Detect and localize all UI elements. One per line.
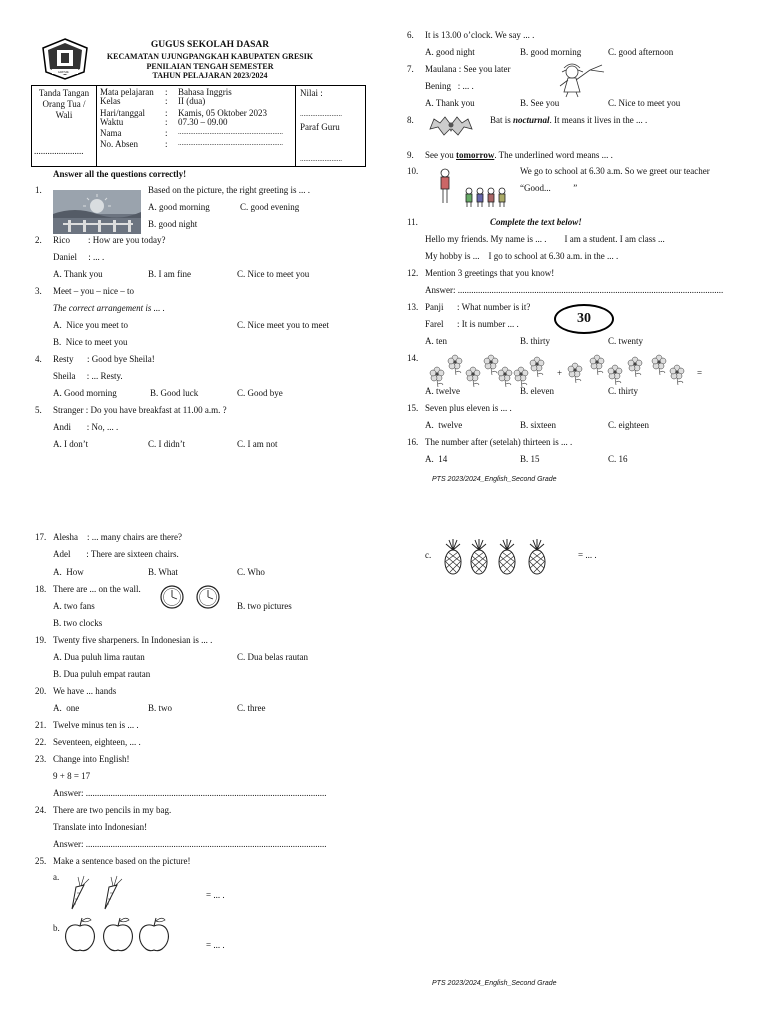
info-colon: : <box>165 117 168 127</box>
option-c[interactable]: C. Nice meet you to meet <box>237 320 329 330</box>
question-text: Bat is nocturnal. It means it lives in the ... . <box>490 115 648 125</box>
question-text: Meet – you – nice – to <box>53 286 134 296</box>
dialog-line: Maulana : See you later <box>425 64 511 74</box>
question-number: 16. <box>407 437 419 447</box>
carrots-picture <box>64 875 134 911</box>
question-number: 1. <box>35 185 42 195</box>
option-c[interactable]: C. Nice to meet you <box>237 269 310 279</box>
question-text: Translate into Indonesian! <box>53 822 148 832</box>
info-colon: : <box>165 128 168 138</box>
question-number: 4. <box>35 354 42 364</box>
parent-signature-label: Tanda Tangan Orang Tua / Wali <box>38 88 90 120</box>
info-row-class: Kelas <box>100 96 121 106</box>
option-c[interactable]: B. two clocks <box>53 618 103 628</box>
option-c[interactable]: C. twenty <box>608 336 643 346</box>
question-text: The correct arrangement is ... . <box>53 303 165 313</box>
option-a[interactable]: A. one <box>53 703 80 713</box>
dialog-line: Andi : No, ... . <box>53 422 119 432</box>
question-number: 24. <box>35 805 47 815</box>
option-a[interactable]: A. Thank you <box>425 98 475 108</box>
option-b[interactable]: B. Nice to meet you <box>53 337 128 347</box>
teacher-paraf-field[interactable]: ........................ <box>300 155 342 163</box>
option-c[interactable]: C. Good bye <box>237 388 283 398</box>
plus-sign: + <box>557 368 563 378</box>
sunrise-picture <box>53 190 141 234</box>
question-text: Mention 3 greetings that you know! <box>425 268 555 278</box>
option-c[interactable]: C. good afternoon <box>608 47 674 57</box>
dialog-line: Farel : It is number ... . <box>425 319 519 329</box>
absen-field[interactable]: ............................................................ <box>178 139 283 147</box>
question-number: 14. <box>407 353 419 363</box>
number-badge: 30 <box>554 304 614 334</box>
option-a[interactable]: A. I don’t <box>53 439 89 449</box>
dialog-line: Stranger : Do you have breakfast at 11.00 a.m. ? <box>53 405 227 415</box>
dialog-line: Panji : What number is it? <box>425 302 531 312</box>
dialog-line: Resty : Good bye Sheila! <box>53 354 155 364</box>
info-row-name: Nama <box>100 128 122 138</box>
question-number: 20. <box>35 686 47 696</box>
answer-field[interactable]: Answer: ........................................................................................................... <box>53 788 327 798</box>
info-colon: : <box>165 96 168 106</box>
option-c[interactable]: C. eighteen <box>608 420 649 430</box>
score-field[interactable]: ........................ <box>300 110 342 118</box>
info-colon: : <box>165 139 168 149</box>
question-number: 19. <box>35 635 47 645</box>
question-text: See you tomorrow. The underlined word means ... . <box>425 150 613 160</box>
option-c[interactable]: C. 16 <box>608 454 628 464</box>
answer-field[interactable]: Answer: ...................................................................................................................... <box>425 285 724 295</box>
question-number: 17. <box>35 532 47 542</box>
info-row-absen: No. Absen <box>100 139 138 149</box>
option-a[interactable]: A. Nice you meet to <box>53 320 128 330</box>
score-label: Nilai : <box>300 88 323 98</box>
pineapples-picture <box>440 538 552 574</box>
sub-item-label: b. <box>53 923 60 933</box>
question-text: There are two pencils in my bag. <box>53 805 172 815</box>
dialog-line: Daniel : ... . <box>53 252 105 262</box>
question-number: 10. <box>407 166 419 176</box>
equation-blank[interactable]: = ... . <box>206 940 225 950</box>
option-a[interactable]: A. Thank you <box>53 269 103 279</box>
exam-title: PENILAIAN TENGAH SEMESTER <box>146 62 274 71</box>
option-a[interactable]: A. good night <box>425 47 475 57</box>
question-number: 22. <box>35 737 47 747</box>
option-c[interactable]: C. Nice to meet you <box>608 98 681 108</box>
question-text: “Good... ” <box>520 183 578 193</box>
info-colon: : <box>165 87 168 97</box>
question-text: We go to school at 6.30 a.m. So we greet our teacher <box>520 166 710 176</box>
question-number: 5. <box>35 405 42 415</box>
option-b[interactable]: B. What <box>148 567 178 577</box>
info-value-time: 07.30 – 09.00 <box>178 117 228 127</box>
waving-girl-picture <box>550 62 608 98</box>
question-text: Twenty five sharpeners. In Indonesian is ... . <box>53 635 213 645</box>
page-footer: PTS 2023/2024_English_Second Grade <box>432 980 557 987</box>
sub-item-label: c. <box>425 550 432 560</box>
dialog-line: Rico : How are you today? <box>53 235 166 245</box>
option-b[interactable]: B. See you <box>520 98 560 108</box>
question-number: 2. <box>35 235 42 245</box>
district-title: KECAMATAN UJUNGPANGKAH KABUPATEN GRESIK <box>106 52 314 61</box>
info-colon: : <box>165 108 168 118</box>
option-a[interactable]: A. 14 <box>425 454 448 464</box>
question-number: 15. <box>407 403 419 413</box>
option-a[interactable]: A. twelve <box>425 386 460 396</box>
dialog-line: Bening : ... . <box>425 81 474 91</box>
option-c[interactable]: C. Who <box>237 567 265 577</box>
option-b[interactable]: B. Good luck <box>150 388 199 398</box>
question-number: 6. <box>407 30 414 40</box>
option-a[interactable]: A. good morning <box>148 202 210 212</box>
option-b[interactable]: B. good night <box>148 219 198 229</box>
question-number: 18. <box>35 584 47 594</box>
option-c[interactable]: C. Dua belas rautan <box>237 652 308 662</box>
option-b[interactable]: B. good morning <box>520 47 582 57</box>
teacher-students-picture <box>435 167 511 211</box>
option-a[interactable]: A. two fans <box>53 601 95 611</box>
option-b[interactable]: B. I am fine <box>148 269 191 279</box>
apples-picture <box>64 914 172 952</box>
option-b[interactable]: B. eleven <box>520 386 554 396</box>
question-text: My hobby is ... I go to school at 6.30 a.m. in the ... . <box>425 251 619 261</box>
question-text: Hello my friends. My name is ... . I am a student. I am class ... <box>425 234 665 244</box>
answer-field[interactable]: Answer: ........................................................................................................... <box>53 839 327 849</box>
name-field[interactable]: ............................................................ <box>178 128 283 136</box>
two-clocks-picture <box>156 585 228 609</box>
question-text: Seven plus eleven is ... . <box>425 403 512 413</box>
logo-text: GRESIK <box>58 70 69 74</box>
option-c[interactable]: C. good evening <box>240 202 300 212</box>
question-number: 11. <box>407 217 418 227</box>
info-value-date: Kamis, 05 Oktober 2023 <box>178 108 267 118</box>
equals-sign: = <box>697 368 703 378</box>
option-c[interactable]: C. thirty <box>608 386 639 396</box>
question-text: We have ... hands <box>53 686 117 696</box>
question-text: It is 13.00 o’clock. We say ... . <box>425 30 535 40</box>
year-title: TAHUN PELAJARAN 2023/2024 <box>152 71 268 80</box>
info-row-date: Hari/tanggal <box>100 108 145 118</box>
question-text: Based on the picture, the right greeting is ... . <box>148 185 310 195</box>
option-c[interactable]: C. I am not <box>237 439 278 449</box>
teacher-paraf-label: Paraf Guru <box>300 122 340 132</box>
option-c[interactable]: C. three <box>237 703 266 713</box>
option-b[interactable]: B. sixteen <box>520 420 556 430</box>
question-number: 25. <box>35 856 47 866</box>
school-title: GUGUS SEKOLAH DASAR <box>150 40 270 50</box>
question-number: 23. <box>35 754 47 764</box>
question-number: 3. <box>35 286 42 296</box>
question-text: The number after (setelah) thirteen is ... . <box>425 437 573 447</box>
equation-blank[interactable]: = ... . <box>206 890 225 900</box>
option-b[interactable]: B. two pictures <box>237 601 292 611</box>
equation: 9 + 8 = 17 <box>53 771 91 781</box>
bat-picture <box>428 113 474 143</box>
option-a[interactable]: A. Good morning <box>53 388 117 398</box>
dialog-line: Sheila : ... Resty. <box>53 371 123 381</box>
question-number: 8. <box>407 115 414 125</box>
option-a[interactable]: A. How <box>53 567 84 577</box>
page-footer: PTS 2023/2024_English_Second Grade <box>432 476 557 483</box>
question-text: Seventeen, eighteen, ... . <box>53 737 141 747</box>
question-text: Change into English! <box>53 754 130 764</box>
info-value-subject: Bahasa Inggris <box>178 87 232 97</box>
option-b[interactable]: B. two <box>148 703 173 713</box>
option-a[interactable]: A. twelve <box>425 420 463 430</box>
option-a[interactable]: A. Dua puluh lima rautan <box>53 652 145 662</box>
question-number: 12. <box>407 268 419 278</box>
info-row-subject: Mata pelajaran <box>100 87 154 97</box>
question-text: Twelve minus ten is ... . <box>53 720 139 730</box>
question-number: 9. <box>407 150 414 160</box>
option-b[interactable]: B. 15 <box>520 454 540 464</box>
question-number: 21. <box>35 720 47 730</box>
question-number: 7. <box>407 64 414 74</box>
sub-item-label: a. <box>53 872 60 882</box>
dialog-line: Adel : There are sixteen chairs. <box>53 549 179 559</box>
question-title: Complete the text below! <box>490 217 582 227</box>
instruction: Answer all the questions correctly! <box>53 169 187 179</box>
equation-blank[interactable]: = ... . <box>578 550 597 560</box>
option-b[interactable]: B. thirty <box>520 336 551 346</box>
option-b[interactable]: C. I didn’t <box>148 439 186 449</box>
dialog-line: Alesha : ... many chairs are there? <box>53 532 182 542</box>
question-number: 13. <box>407 302 419 312</box>
info-value-class: II (dua) <box>178 96 206 106</box>
option-b[interactable]: B. Dua puluh empat rautan <box>53 669 151 679</box>
question-text: Make a sentence based on the picture! <box>53 856 191 866</box>
info-row-time: Waktu <box>100 117 124 127</box>
question-text: There are ... on the wall. <box>53 584 141 594</box>
parent-signature-field[interactable]: ...................... <box>34 146 84 156</box>
option-a[interactable]: A. ten <box>425 336 447 346</box>
